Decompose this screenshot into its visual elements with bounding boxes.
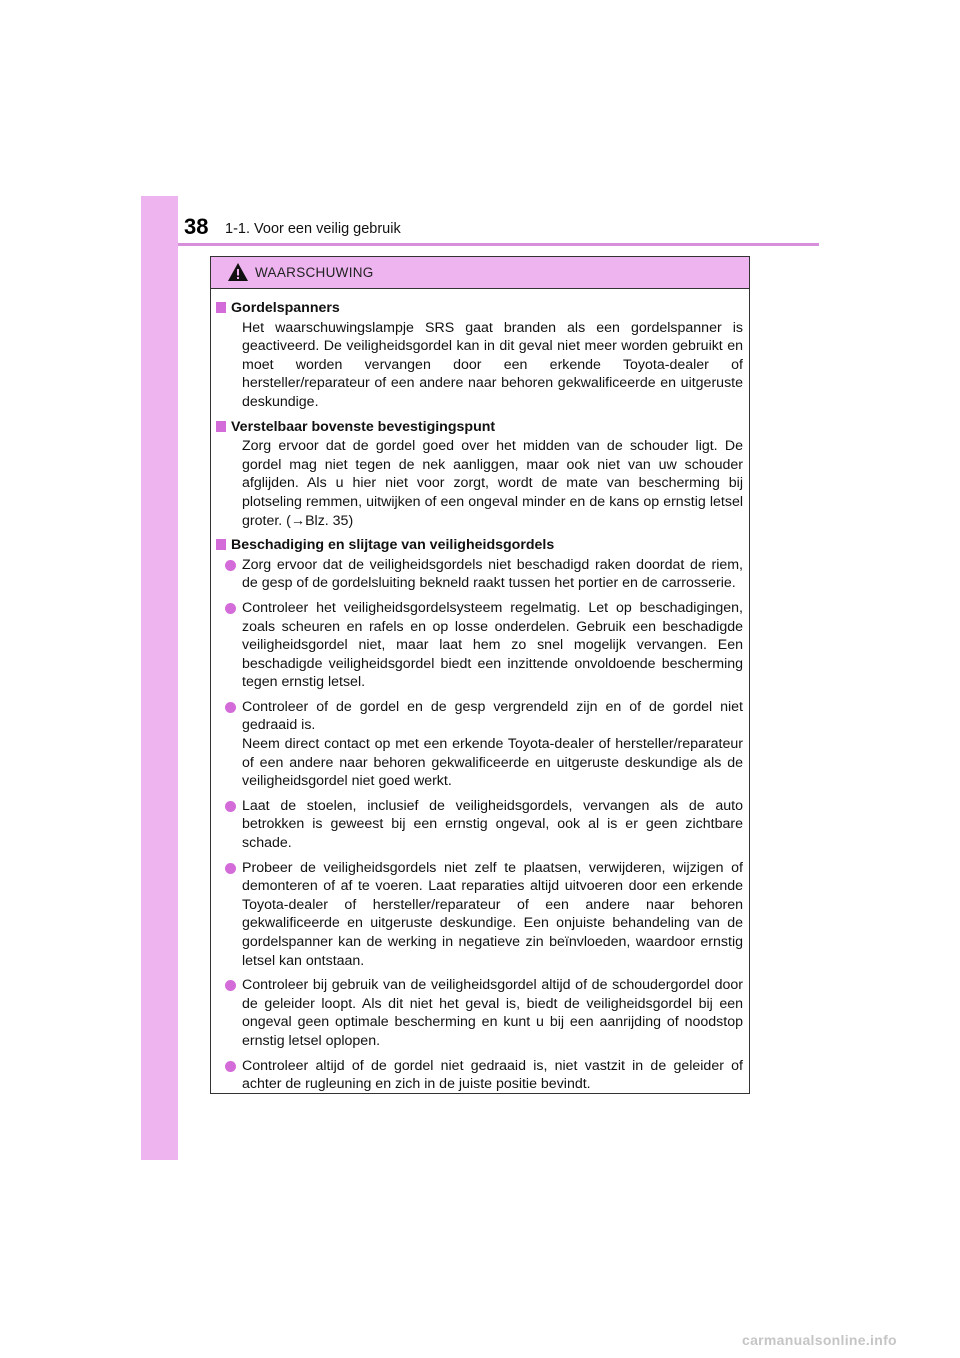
section-paragraph: Zorg ervoor dat de gordel goed over het midden van de schouder ligt. De gordel mag niet tegen de nek aanliggen, maar ook niet van uw schouder afglijden. Als u hier niet voor zorgt, wordt de mate van bescherming bij plotseling remmen, uitwijken of een ongeval minder en de kans op ernstig letsel groter. (→Blz. 35) [242,438,743,529]
square-bullet-icon [216,421,226,432]
section-heading: Beschadiging en slijtage van veiligheidsgordels [211,536,751,555]
section-bevestigingspunt [211,418,751,531]
round-bullet-icon [225,801,236,812]
square-bullet-icon [216,302,226,313]
list-item: Controleer het veiligheidsgordelsysteem regelmatig. Let op beschadigingen, zoals scheuren en rafels en op losse onderdelen. Gebruik een beschadigde veiligheidsgordel niet, maar laat hem zo snel mogelijk vervangen. Een beschadigde veiligheidsgordel biedt een inzittende onvoldoende bescherming tegen ernstig letsel. [225,599,743,692]
round-bullet-icon [225,603,236,614]
section-beschadiging [211,536,751,1094]
section-heading: Gordelspanners [211,299,751,318]
round-bullet-icon [225,702,236,713]
round-bullet-icon [225,980,236,991]
warning-content [211,299,751,1100]
square-bullet-icon [216,539,226,550]
section-paragraph: Het waarschuwingslampje SRS gaat branden als een gordelspanner is geactiveerd. De veiligheidsgordel kan in dit geval niet meer worden gebruikt en moet worden vervangen door een erkende Toyota-dealer of hersteller/reparateur of een andere naar behoren gekwalificeerde en uitgeruste deskundige. [242,319,743,410]
round-bullet-icon [225,560,236,571]
list-item: Zorg ervoor dat de veiligheidsgordels niet beschadigd raken doordat de riem, de gesp of de gordelsluiting bekneld raakt tussen het portier en de carrosserie. [225,556,743,593]
warning-title: WAARSCHUWING [255,265,374,280]
warning-triangle-icon [227,262,249,282]
list-item: Controleer of de gordel en de gesp vergrendeld zijn en of de gordel niet gedraaid is. Neem direct contact op met een erkende Toyota-dealer of hersteller/reparateur of een andere naar behoren gekwalificeerde en uitgeruste deskundige als de veiligheidsgordel niet goed werkt. [225,698,743,791]
page-number: 38 [184,214,209,239]
list-item: Probeer de veiligheidsgordels niet zelf te plaatsen, verwijderen, wijzigen of demonteren of af te voeren. Laat reparaties altijd uitvoeren door een erkende Toyota-dealer of hersteller/reparateur of een andere naar behoren gekwalificeerde en uitgeruste deskundige. Een onjuiste behandeling van de gordelspanner kan de werking in negatieve zin beïnvloeden, waardoor ernstig letsel kan ontstaan. [225,859,743,971]
header-rule [178,243,819,246]
list-item: Laat de stoelen, inclusief de veiligheidsgordels, vervangen als de auto betrokken is geweest bij een ernstig ongeval, ook al is er geen zichtbare schade. [225,797,743,853]
side-color-strip [141,196,178,1160]
round-bullet-icon [225,863,236,874]
list-item: Controleer bij gebruik van de veiligheidsgordel altijd of de schoudergordel door de geleider loopt. Als dit niet het geval is, biedt de veiligheidsgordel bij een ongeval geen optimale bescherming en kunt u bij een aanrijding of noodstop ernstig letsel oplopen. [225,976,743,1050]
watermark: carmanualsonline.info [742,1332,897,1348]
list-item: Controleer altijd of de gordel niet gedraaid is, niet vastzit in de geleider of achter de rugleuning en zich in de juiste positie bevindt. [225,1057,743,1094]
section-heading: Verstelbaar bovenste bevestigingspunt [211,418,751,437]
warning-header [211,257,749,289]
round-bullet-icon [225,1061,236,1072]
warning-box [210,256,750,1094]
chapter-section-title: 1-1. Voor een veilig gebruik [225,221,401,237]
section-gordelspanners [211,299,751,412]
